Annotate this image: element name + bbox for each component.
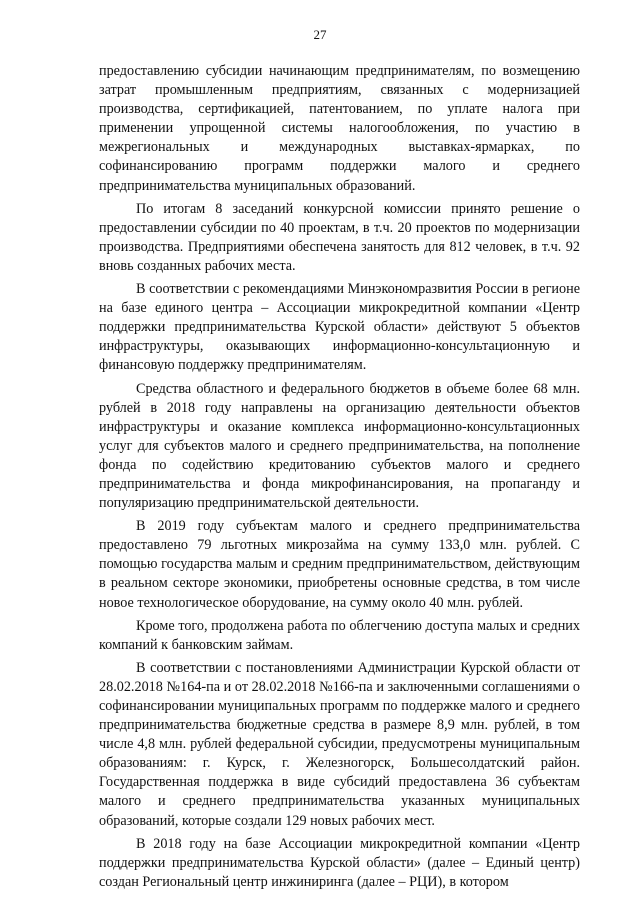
paragraph: Средства областного и федерального бюджетов в объеме более 68 млн. рублей в 2018 году направлены на организацию деятельности объектов инфраструктуры и оказание комплекса информационно-консультационных услуг для субъектов малого и среднего предпринимательства, на пополнение фонда по содействию кредитованию субъектов малого и среднего предпринимательства и фонда микрофинансирования, на пропаганду и популяризацию предпринимательской деятельности. (99, 380, 580, 512)
page-number: 27 (313, 27, 327, 42)
paragraph: предоставлению субсидии начинающим предпринимателям, по возмещению затрат промышленным предприятиям, связанных с модернизацией производства, сертификацией, патентованием, по уплате налога при применении упрощенной системы налогообложения, по участию в межрегиональных и международных выставках-ярмарках, по софинансированию программ поддержки малого и среднего предпринимательства муниципальных образований. (99, 63, 580, 194)
paragraph: В соответствии с постановлениями Администрации Курской области от 28.02.2018 №164-па и от 28.02.2018 №166-па и заключенными соглашениями о софинансировании муниципальных программ по поддержке малого и среднего предпринимательства бюджетные средства в размере 8,9 млн. рублей, в том числе 4,8 млн. рублей федеральной субсидии, предусмотрены муниципальным образованиям: г. Курск, г. Железногорск, Большесолдатский район. Государственная поддержка в виде субсидий предоставлена 36 субъектам малого и среднего предпринимательства указанных муниципальных образований, которые создали 129 новых рабочих мест. (99, 659, 580, 829)
paragraph: В 2019 году субъектам малого и среднего предпринимательства предоставлено 79 льготных микрозайма на сумму 133,0 млн. рублей. С помощью государства малым и средним предпринимательством, действующим в реальном секторе экономики, приобретены основные средства, в том числе новое технологическое оборудование, на сумму около 40 млн. рублей. (99, 518, 580, 611)
paragraph: В соответствии с рекомендациями Минэкономразвития России в регионе на базе единого центра – Ассоциации микрокредитной компании «Центр поддержки предпринимательства Курской области» действуют 5 объектов инфраструктуры, оказывающих информационно-консультационную и финансовую поддержку предпринимателям. (99, 281, 580, 374)
paragraph: В 2018 году на базе Ассоциации микрокредитной компании «Центр поддержки предпринимательства Курской области» (далее – Единый центр) создан Региональный центр инжиниринга (далее – РЦИ), в котором (99, 835, 580, 890)
body-text (99, 62, 580, 896)
paragraph: По итогам 8 заседаний конкурсной комиссии принято решение о предоставлении субсидии по 40 проектам, в т.ч. 20 проектов по модернизации производства. Предприятиями обеспечена занятость для 812 человек, в т.ч. 92 вновь созданных рабочих места. (99, 200, 580, 274)
paragraph: Кроме того, продолжена работа по облегчению доступа малых и средних компаний к банковским займам. (99, 617, 580, 653)
